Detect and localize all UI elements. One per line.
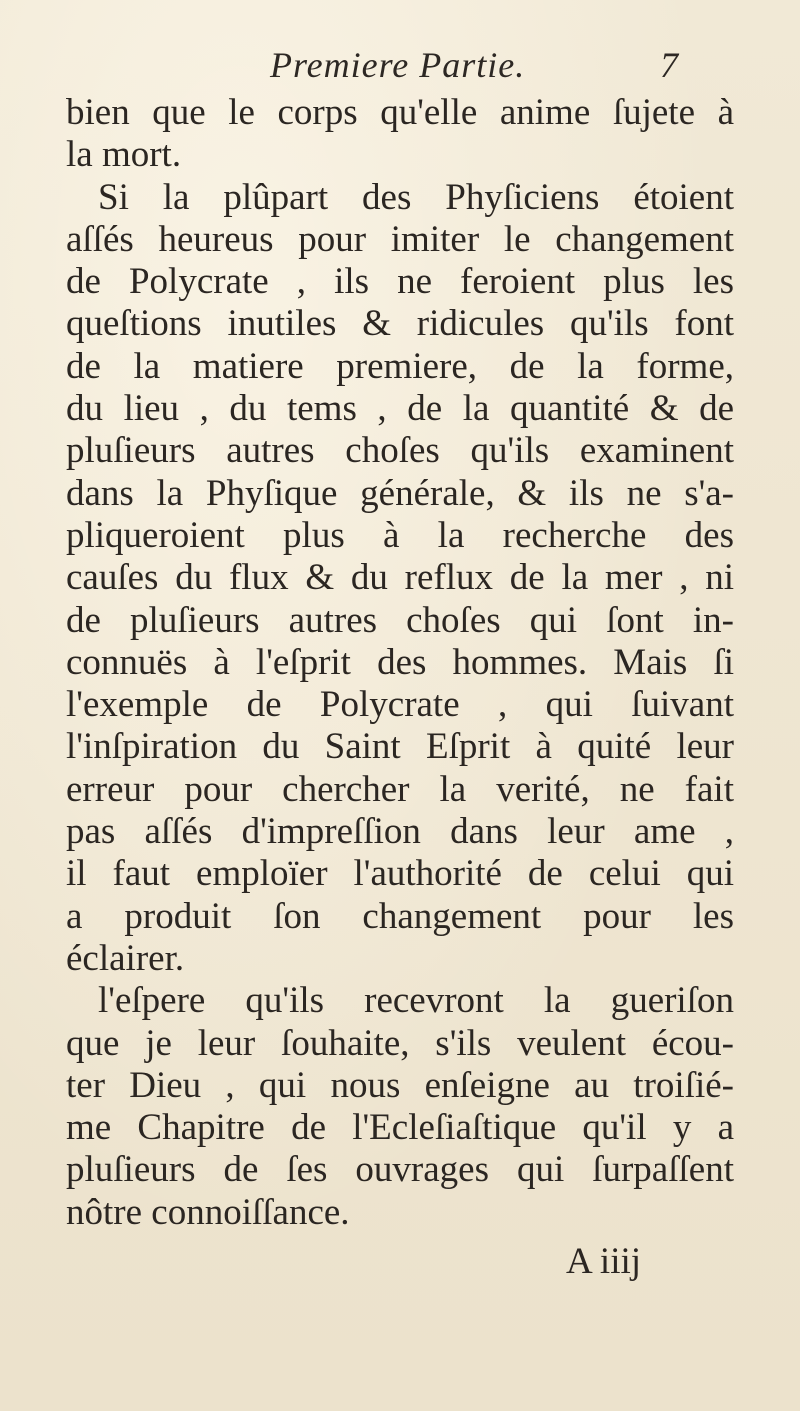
text-line: la mort.: [66, 134, 182, 176]
text-line: pluſieurs de ſes ouvrages qui ſurpaſſent: [66, 1149, 734, 1191]
text-line: pas aſſés d'impreſſion dans leur ame ,: [66, 811, 734, 853]
text-line: erreur pour chercher la verité, ne fait: [66, 768, 734, 810]
text-line: connuës à l'eſprit des hommes. Mais ſi: [66, 641, 734, 683]
text-line: de la matiere premiere, de la forme,: [66, 345, 734, 387]
running-title: Premiere Partie.: [270, 45, 526, 85]
text-line: nôtre connoiſſance.: [66, 1191, 350, 1233]
text-line: du lieu , du tems , de la quantité & de: [66, 388, 734, 430]
text-line: éclairer.: [66, 937, 185, 979]
text-line: Si la plûpart des Phyſiciens étoient: [98, 176, 734, 218]
text-line: l'exemple de Polycrate , qui ſuivant: [66, 684, 734, 726]
body-text: [66, 92, 734, 1234]
text-line: de Polycrate , ils ne feroient plus les: [66, 261, 734, 303]
text-line: de pluſieurs autres choſes qui ſont in-: [66, 599, 734, 641]
text-line: cauſes du flux & du reflux de la mer , ni: [66, 557, 734, 599]
text-line: queſtions inutiles & ridicules qu'ils font: [66, 303, 734, 345]
signature-mark: A iiij: [566, 1241, 642, 1282]
text-line: aſſés heureus pour imiter le changement: [66, 218, 734, 260]
text-line: bien que le corps qu'elle anime ſujete à: [66, 92, 734, 133]
text-line: a produit ſon changement pour les: [66, 895, 734, 937]
text-line: il faut emploïer l'authorité de celui qui: [66, 853, 734, 895]
page-number: 7: [660, 45, 678, 85]
page-header: [0, 36, 800, 86]
text-line: que je leur ſouhaite, s'ils veulent écou-: [66, 1022, 734, 1064]
text-line: l'eſpere qu'ils recevront la gueriſon: [98, 980, 734, 1022]
text-line: pluſieurs autres choſes qu'ils examinent: [66, 430, 734, 472]
text-line: me Chapitre de l'Ecleſiaſtique qu'il y a: [66, 1107, 734, 1149]
text-line: pliqueroient plus à la recherche des: [66, 514, 734, 556]
text-line: ter Dieu , qui nous enſeigne au troiſié-: [66, 1064, 734, 1106]
text-line: dans la Phyſique générale, & ils ne s'a-: [66, 472, 734, 514]
text-line: l'inſpiration du Saint Eſprit à quité leur: [66, 726, 734, 768]
